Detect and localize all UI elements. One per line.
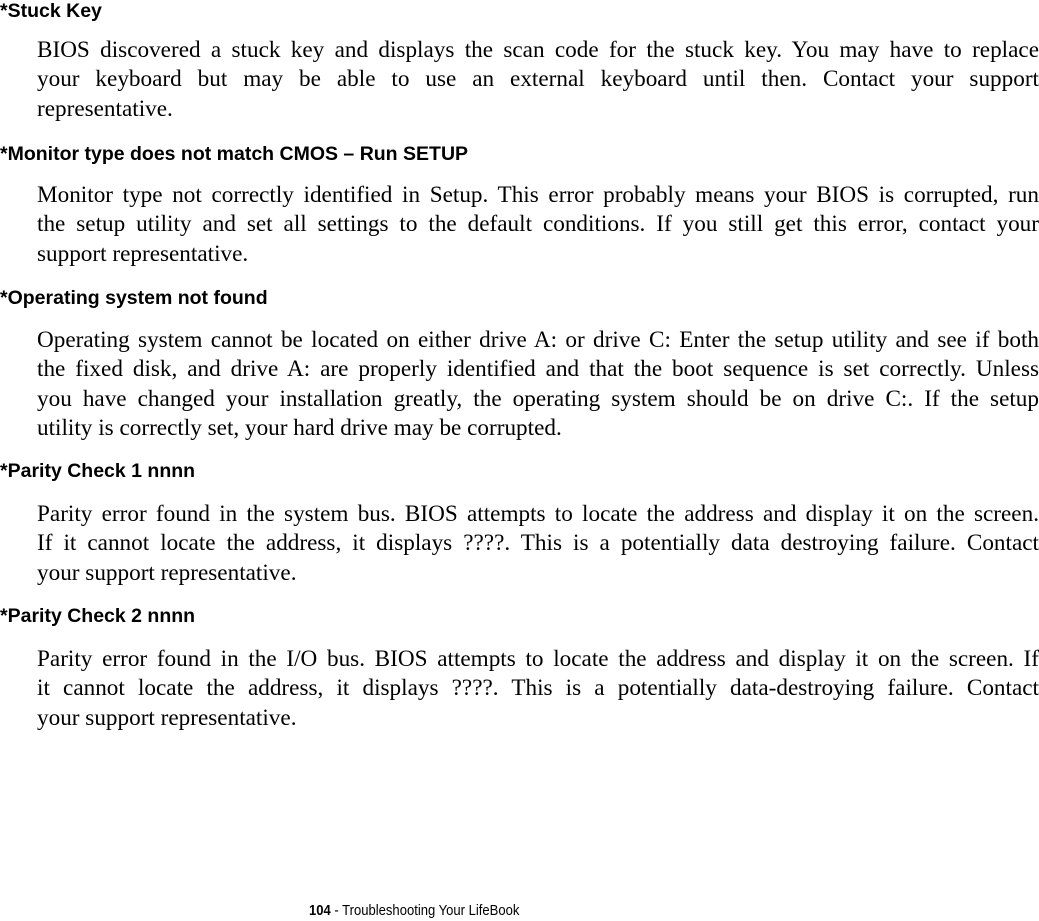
text-line: Operating system cannot be located on either drive A: or drive C: Enter the setup utility and see if both — [37, 327, 1039, 353]
heading-monitor-type: *Monitor type does not match CMOS – Run SETUP — [0, 143, 469, 165]
paragraph-parity-check-2 — [37, 645, 1039, 733]
paragraph-os-not-found — [37, 326, 1039, 443]
text-line: you have changed your installation greatly, the operating system should be on drive C:. If the setup — [37, 385, 1039, 412]
text-line: support representative. — [37, 240, 249, 267]
text-line: the fixed disk, and drive A: are properly identified and that the boot sequence is set correctly. Unless — [37, 356, 1039, 383]
text-line: it cannot locate the address, it displays ????. This is a potentially data-destroying failure. Contact — [37, 675, 1039, 702]
page-number: 104 — [309, 903, 331, 919]
heading-os-not-found: *Operating system not found — [0, 287, 268, 309]
text-line: the setup utility and set all settings to the default conditions. If you still get this error, contact your — [37, 211, 1039, 238]
text-line: Parity error found in the I/O bus. BIOS attempts to locate the address and display it on the screen. If — [37, 646, 1039, 672]
text-line: Parity error found in the system bus. BIOS attempts to locate the address and display it on the screen. — [37, 501, 1039, 527]
paragraph-parity-check-1 — [37, 500, 1039, 588]
text-line: If it cannot locate the address, it displays ????. This is a potentially data destroying failure. Contact — [37, 530, 1039, 557]
text-line: Monitor type not correctly identified in Setup. This error probably means your BIOS is corrupted, run — [37, 182, 1039, 208]
text-line: BIOS discovered a stuck key and displays the scan code for the stuck key. You may have to replace — [37, 37, 1039, 63]
text-line: your support representative. — [37, 559, 297, 586]
paragraph-stuck-key — [37, 36, 1039, 124]
heading-parity-check-1: *Parity Check 1 nnnn — [0, 460, 196, 482]
text-line: utility is correctly set, your hard drive may be corrupted. — [37, 414, 562, 441]
text-line: representative. — [37, 95, 173, 122]
paragraph-monitor-type — [37, 181, 1039, 269]
heading-stuck-key: *Stuck Key — [0, 0, 102, 22]
text-line: your keyboard but may be able to use an external keyboard until then. Contact your support — [37, 66, 1039, 93]
footer-title: Troubleshooting Your LifeBook — [342, 903, 520, 919]
text-line: your support representative. — [37, 704, 297, 731]
heading-parity-check-2: *Parity Check 2 nnnn — [0, 605, 196, 627]
page-footer — [309, 903, 519, 920]
footer-separator: - — [330, 903, 343, 919]
